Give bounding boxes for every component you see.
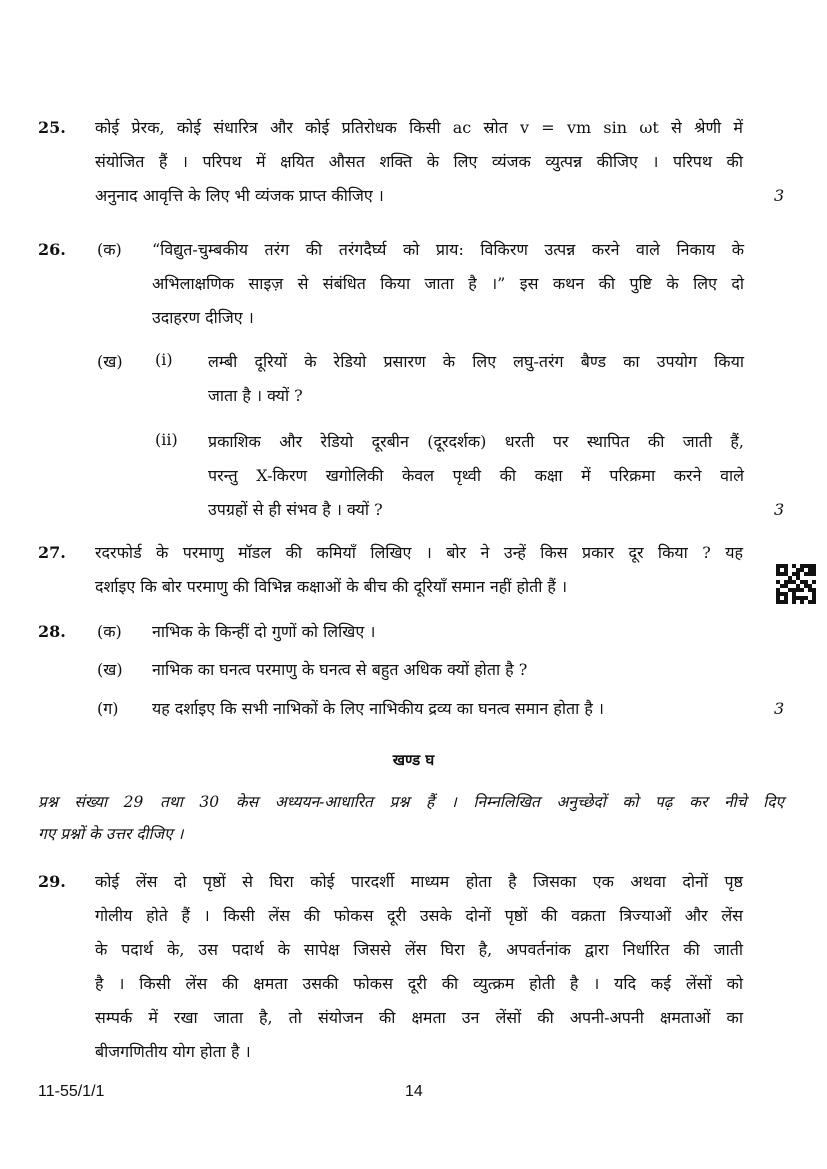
q26-part-b-label: (ख) [97, 352, 123, 371]
section-title: खण्ड घ [392, 751, 435, 769]
q28-item-text: नाभिक का घनत्व परमाणु के घनत्व से बहुत अधिक क्यों होता है ? [152, 660, 528, 679]
q26-marks: 3 [774, 500, 785, 519]
q27-line-1: रदरफोर्ड के परमाणु मॉडल की कमियाँ लिखिए । बोर ने उन्हें किस प्रकार दूर किया ? यह [95, 543, 743, 562]
question-number-25: 25. [38, 118, 66, 137]
q25-marks: 3 [774, 186, 785, 205]
q28-item-label: (ख) [97, 660, 123, 679]
paper-code: 11-55/1/1 [38, 1083, 105, 1100]
q26-part-a-label: (क) [97, 240, 122, 259]
q26bi-line-2: जाता है । क्यों ? [208, 386, 303, 405]
q28-item-text: यह दर्शाइए कि सभी नाभिकों के लिए नाभिकीय द्रव्य का घनत्व समान होता है । [152, 699, 604, 718]
q26-part-b-ii-label: (ii) [155, 430, 178, 449]
question-number-29: 29. [38, 872, 66, 891]
q26a-line-2: अभिलाक्षणिक साइज़ से संबंधित किया जाता है ।” इस कथन की पुष्टि के लिए दो [152, 274, 744, 293]
page-number: 14 [405, 1083, 423, 1100]
question-number-26: 26. [38, 240, 66, 259]
q29-line-2: गोलीय होते हैं । किसी लेंस की फोकस दूरी उसके दोनों पृष्ठों की वक्रता त्रिज्याओं और लेंस [95, 906, 743, 925]
q26bi-line-1: लम्बी दूरियों के रेडियो प्रसारण के लिए लघु-तरंग बैण्ड का उपयोग किया [208, 352, 744, 371]
q26bii-line-3: उपग्रहों से ही संभव है । क्यों ? [208, 500, 383, 519]
q28-item-text: नाभिक के किन्हीं दो गुणों को लिखिए । [152, 622, 376, 641]
section-instructions-line-1: प्रश्न संख्या 29 तथा 30 केस अध्ययन-आधारित प्रश्न हैं । निम्नलिखित अनुच्छेदों को पढ़ कर नीचे दिए [38, 793, 784, 811]
q28-item-label: (ग) [97, 699, 119, 718]
q29-line-6: बीजगणितीय योग होता है । [95, 1042, 251, 1061]
q29-line-1: कोई लेंस दो पृष्ठों से घिरा कोई पारदर्शी माध्यम होता है जिसका एक अथवा दोनों पृष्ठ [95, 872, 743, 891]
q26a-line-3: उदाहरण दीजिए । [152, 308, 254, 327]
q29-line-4: है । किसी लेंस की क्षमता उसकी फोकस दूरी की व्युत्क्रम होती है । यदि कई लेंसों को [95, 974, 743, 993]
q25-line-2: संयोजित हैं । परिपथ में क्षयित औसत शक्ति के लिए व्यंजक व्युत्पन्न कीजिए । परिपथ की [95, 152, 743, 171]
q27-line-2: दर्शाइए कि बोर परमाणु की विभिन्न कक्षाओं के बीच की दूरियाँ समान नहीं होती हैं । [95, 577, 568, 596]
q29-line-3: के पदार्थ के, उस पदार्थ के सापेक्ष जिससे लेंस घिरा है, अपवर्तनांक द्वारा निर्धारित की जाती [95, 940, 743, 959]
q29-line-5: सम्पर्क में रखा जाता है, तो संयोजन की क्षमता उन लेंसों की अपनी-अपनी क्षमताओं का [95, 1008, 743, 1027]
q28-marks: 3 [774, 699, 785, 718]
q25-line-1: कोई प्रेरक, कोई संधारित्र और कोई प्रतिरोधक किसी ac स्रोत v = vm sin ωt से श्रेणी में [95, 118, 743, 137]
question-number-27: 27. [38, 543, 66, 562]
q26bii-line-1: प्रकाशिक और रेडियो दूरबीन (दूरदर्शक) धरती पर स्थापित की जाती हैं, [208, 432, 744, 451]
q26a-line-1: “विद्युत-चुम्बकीय तरंग की तरंगदैर्घ्य को प्राय: विकिरण उत्पन्न करने वाले निकाय के [152, 240, 744, 259]
question-number-28: 28. [38, 622, 66, 641]
section-instructions-line-2: गए प्रश्नों के उत्तर दीजिए । [38, 825, 184, 843]
q26bii-line-2: परन्तु X-किरण खगोलिकी केवल पृथ्वी की कक्षा में परिक्रमा करने वाले [208, 466, 744, 485]
q25-line-3: अनुनाद आवृत्ति के लिए भी व्यंजक प्राप्त कीजिए । [95, 186, 384, 205]
q26-part-b-i-label: (i) [155, 350, 173, 369]
q28-item-label: (क) [97, 622, 122, 641]
qr-code-icon [776, 564, 816, 604]
